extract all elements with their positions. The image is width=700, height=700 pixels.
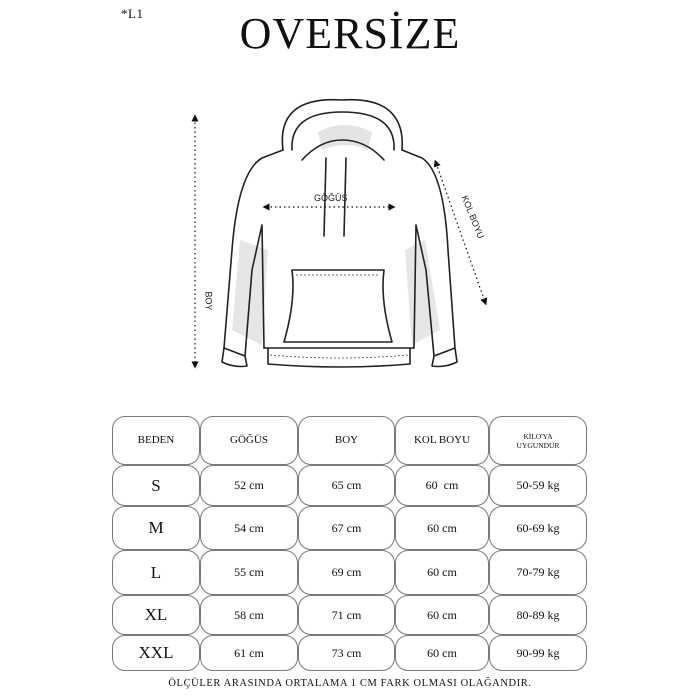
row-xl-chest: [200, 595, 298, 635]
left-cuff: [222, 348, 247, 367]
row-xxl-length: [298, 635, 395, 671]
cell-length-text: 73 cm: [331, 645, 362, 660]
row-s-size: [112, 465, 200, 506]
cell-weight-text: 60-69 kg: [516, 520, 560, 535]
cell-length-text: 69 cm: [331, 565, 362, 579]
cell-weight-text: 80-89 kg: [516, 607, 560, 622]
header-size: [112, 416, 200, 465]
length-label: BOY: [203, 291, 214, 311]
cell-length-text: 67 cm: [331, 520, 362, 535]
hood-inner-shadow: [318, 125, 372, 150]
row-m-size: [112, 506, 200, 550]
cell-sleeve-text: 60 cm: [427, 565, 457, 579]
cell-size-text: S: [151, 475, 161, 495]
row-xxl-weight: [489, 635, 587, 671]
header-chest-text: GÖĞÜS: [230, 434, 268, 446]
row-l-chest: [200, 550, 298, 595]
row-m-weight: [489, 506, 587, 550]
cell-length-text: 65 cm: [331, 478, 362, 492]
row-xxl-size: [112, 635, 200, 671]
waistband-stitch: [270, 355, 408, 358]
cell-sleeve-text: 60 cm: [427, 520, 457, 535]
header-chest: [200, 416, 298, 465]
header-weight-line2: UYGUNDUR: [516, 440, 560, 450]
row-xl-sleeve: [395, 595, 489, 635]
row-xxl-sleeve: [395, 635, 489, 671]
cell-chest-text: 58 cm: [234, 607, 264, 622]
cell-length-text: 71 cm: [331, 607, 362, 622]
cell-size-text: L: [150, 562, 162, 582]
header-sleeve: [395, 416, 489, 465]
row-l-size: [112, 550, 200, 595]
row-xl-weight: [489, 595, 587, 635]
row-m-sleeve: [395, 506, 489, 550]
kangaroo-pocket: [284, 270, 392, 342]
cell-weight-text: 70-79 kg: [516, 565, 560, 579]
header-size-text: BEDEN: [137, 434, 175, 446]
row-m-chest: [200, 506, 298, 550]
chest-label: GÖĞÜS: [314, 193, 348, 203]
footer-note: ÖLÇÜLER ARASINDA ORTALAMA 1 CM FARK OLMASI OLAĞANDIR.: [168, 678, 532, 689]
row-s-length: [298, 465, 395, 506]
cell-chest-text: 55 cm: [234, 565, 264, 579]
sleeve-label: KOL BOYU: [459, 193, 487, 241]
header-sleeve-text: KOL BOYU: [413, 434, 471, 446]
cell-sleeve-text: 60 cm: [425, 478, 459, 492]
header-weight: [489, 416, 587, 465]
cell-size-text: M: [148, 518, 164, 537]
product-code: *L1: [121, 6, 144, 21]
row-s-sleeve: [395, 465, 489, 506]
row-l-length: [298, 550, 395, 595]
row-l-sleeve: [395, 550, 489, 595]
header-length: [298, 416, 395, 465]
cell-size-text: XXL: [138, 643, 174, 662]
cell-weight-text: 90-99 kg: [516, 645, 560, 660]
header-weight-line1: KİLO'YA: [523, 431, 553, 441]
page-title: OVERSİZE: [239, 9, 461, 58]
cell-chest-text: 61 cm: [234, 645, 264, 660]
row-s-weight: [489, 465, 587, 506]
cell-weight-text: 50-59 kg: [516, 478, 560, 492]
cell-chest-text: 52 cm: [234, 478, 264, 492]
row-s-chest: [200, 465, 298, 506]
cell-sleeve-text: 60 cm: [427, 645, 457, 660]
right-cuff: [432, 348, 457, 367]
waistband: [268, 348, 410, 367]
row-xl-length: [298, 595, 395, 635]
row-m-length: [298, 506, 395, 550]
row-l-weight: [489, 550, 587, 595]
row-xl-size: [112, 595, 200, 635]
cell-chest-text: 54 cm: [234, 520, 264, 535]
cell-sleeve-text: 60 cm: [427, 607, 457, 622]
header-length-text: BOY: [334, 434, 359, 446]
cell-size-text: XL: [144, 605, 168, 624]
row-xxl-chest: [200, 635, 298, 671]
